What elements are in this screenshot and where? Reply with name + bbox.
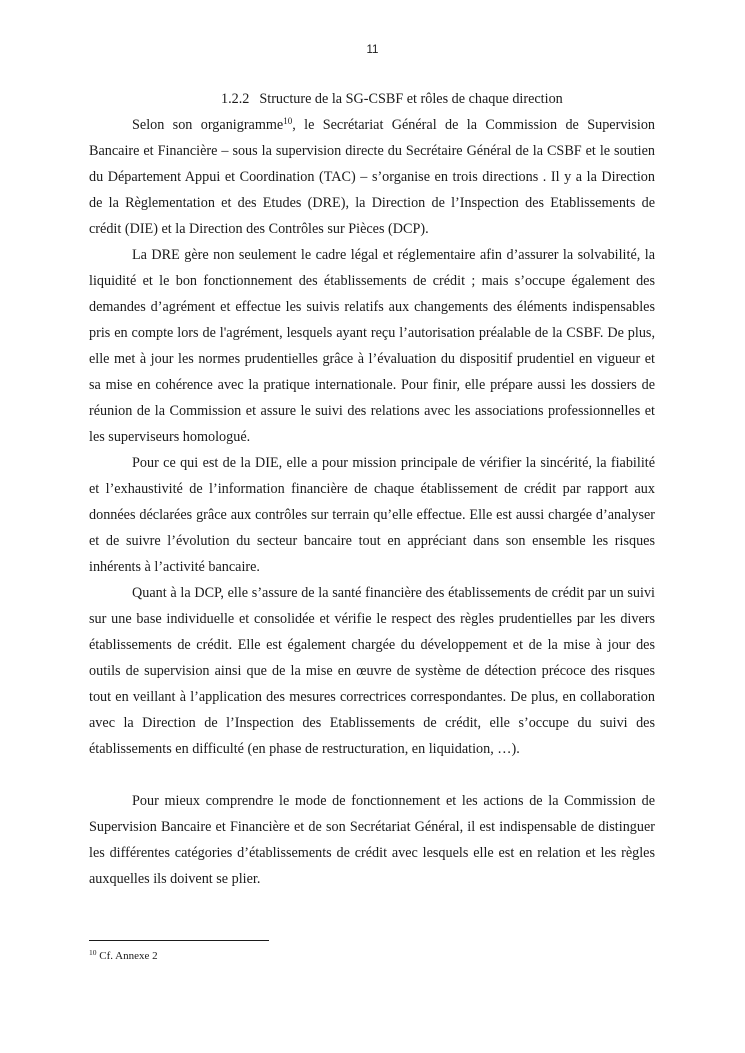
- document-body: [89, 86, 655, 892]
- paragraph-dcp: Quant à la DCP, elle s’assure de la santé financière des établissements de crédit par un suivi sur une base individuelle et consolidée et vérifie le respect des règles prudentielles par les divers établissements de crédit. Elle est également chargée du développement et de la mise à jour des outils de supervision ainsi que de la mise en œuvre de système de détection précoce des risques tout en veillant à l’application des mesures correctrices correspondantes. De plus, en collaboration avec la Direction de l’Inspection des Etablissements de crédit, elle s’occupe du suivi des établissements en difficulté (en phase de restructuration, en liquidation, …).: [89, 585, 655, 757]
- paragraph-text: Selon son organigramme: [132, 117, 284, 133]
- footnote-reference[interactable]: 10: [283, 116, 293, 126]
- paragraph-organigramme: [89, 112, 655, 242]
- blank-line: [89, 762, 655, 788]
- section-title: Structure de la SG-CSBF et rôles de chaque direction: [259, 91, 563, 107]
- paragraph-conclusion: Pour mieux comprendre le mode de fonctionnement et les actions de la Commission de Supervision Bancaire et Financière et de son Secrétariat Général, il est indispensable de distinguer les différentes catégories d’établissements de crédit avec lesquels elle est en relation et les règles auxquelles ils doivent se plier.: [89, 793, 655, 887]
- paragraph-die: Pour ce qui est de la DIE, elle a pour mission principale de vérifier la sincérité, la fiabilité et l’exhaustivité de l’information financière de chaque établissement de crédit par rapport aux données déclarées grâce aux contrôles sur terrain qu’elle effectue. Elle est aussi chargée d’analyser et de suivre l’évolution du secteur bancaire tout en appréciant dans son ensemble les risques inhérents à l’activité bancaire.: [89, 455, 655, 575]
- page-number: 11: [366, 44, 379, 56]
- paragraph-dre: La DRE gère non seulement le cadre légal et réglementaire afin d’assurer la solvabilité, la liquidité et le bon fonctionnement des établissements de crédit ; mais s’occupe également des demandes d’agrément et effectue les suivis relatifs aux changements des éléments indispensables pris en compte lors de l'agrément, lesquels ayant reçu l’autorisation préalable de la CSBF. De plus, elle met à jour les normes prudentielles grâce à l’évaluation du dispositif prudentiel en vigueur et sa mise en cohérence avec la pratique internationale. Pour finir, elle prépare aussi les dossiers de réunion de la Commission et assure le suivi des relations avec les associations professionnelles et les superviseurs homologué.: [89, 247, 655, 445]
- paragraph-text: , le Secrétariat Général de la Commission de Supervision Bancaire et Financière – sous la supervision directe du Secrétaire Général de la CSBF et le soutien du Département Appui et Coordination (TAC) – s’organise en trois directions . Il y a la Direction de la Règlementation et des Etudes (DRE), la Direction de l’Inspection des Etablissements de crédit (DIE) et la Direction des Contrôles sur Pièces (DCP).: [89, 117, 656, 237]
- section-number: 1.2.2: [221, 91, 250, 107]
- footnote-text: Cf. Annexe 2: [96, 950, 158, 962]
- footnote: [89, 948, 158, 964]
- section-heading: [89, 86, 655, 112]
- footnote-number: 10: [89, 948, 97, 957]
- footnote-separator: [89, 940, 269, 941]
